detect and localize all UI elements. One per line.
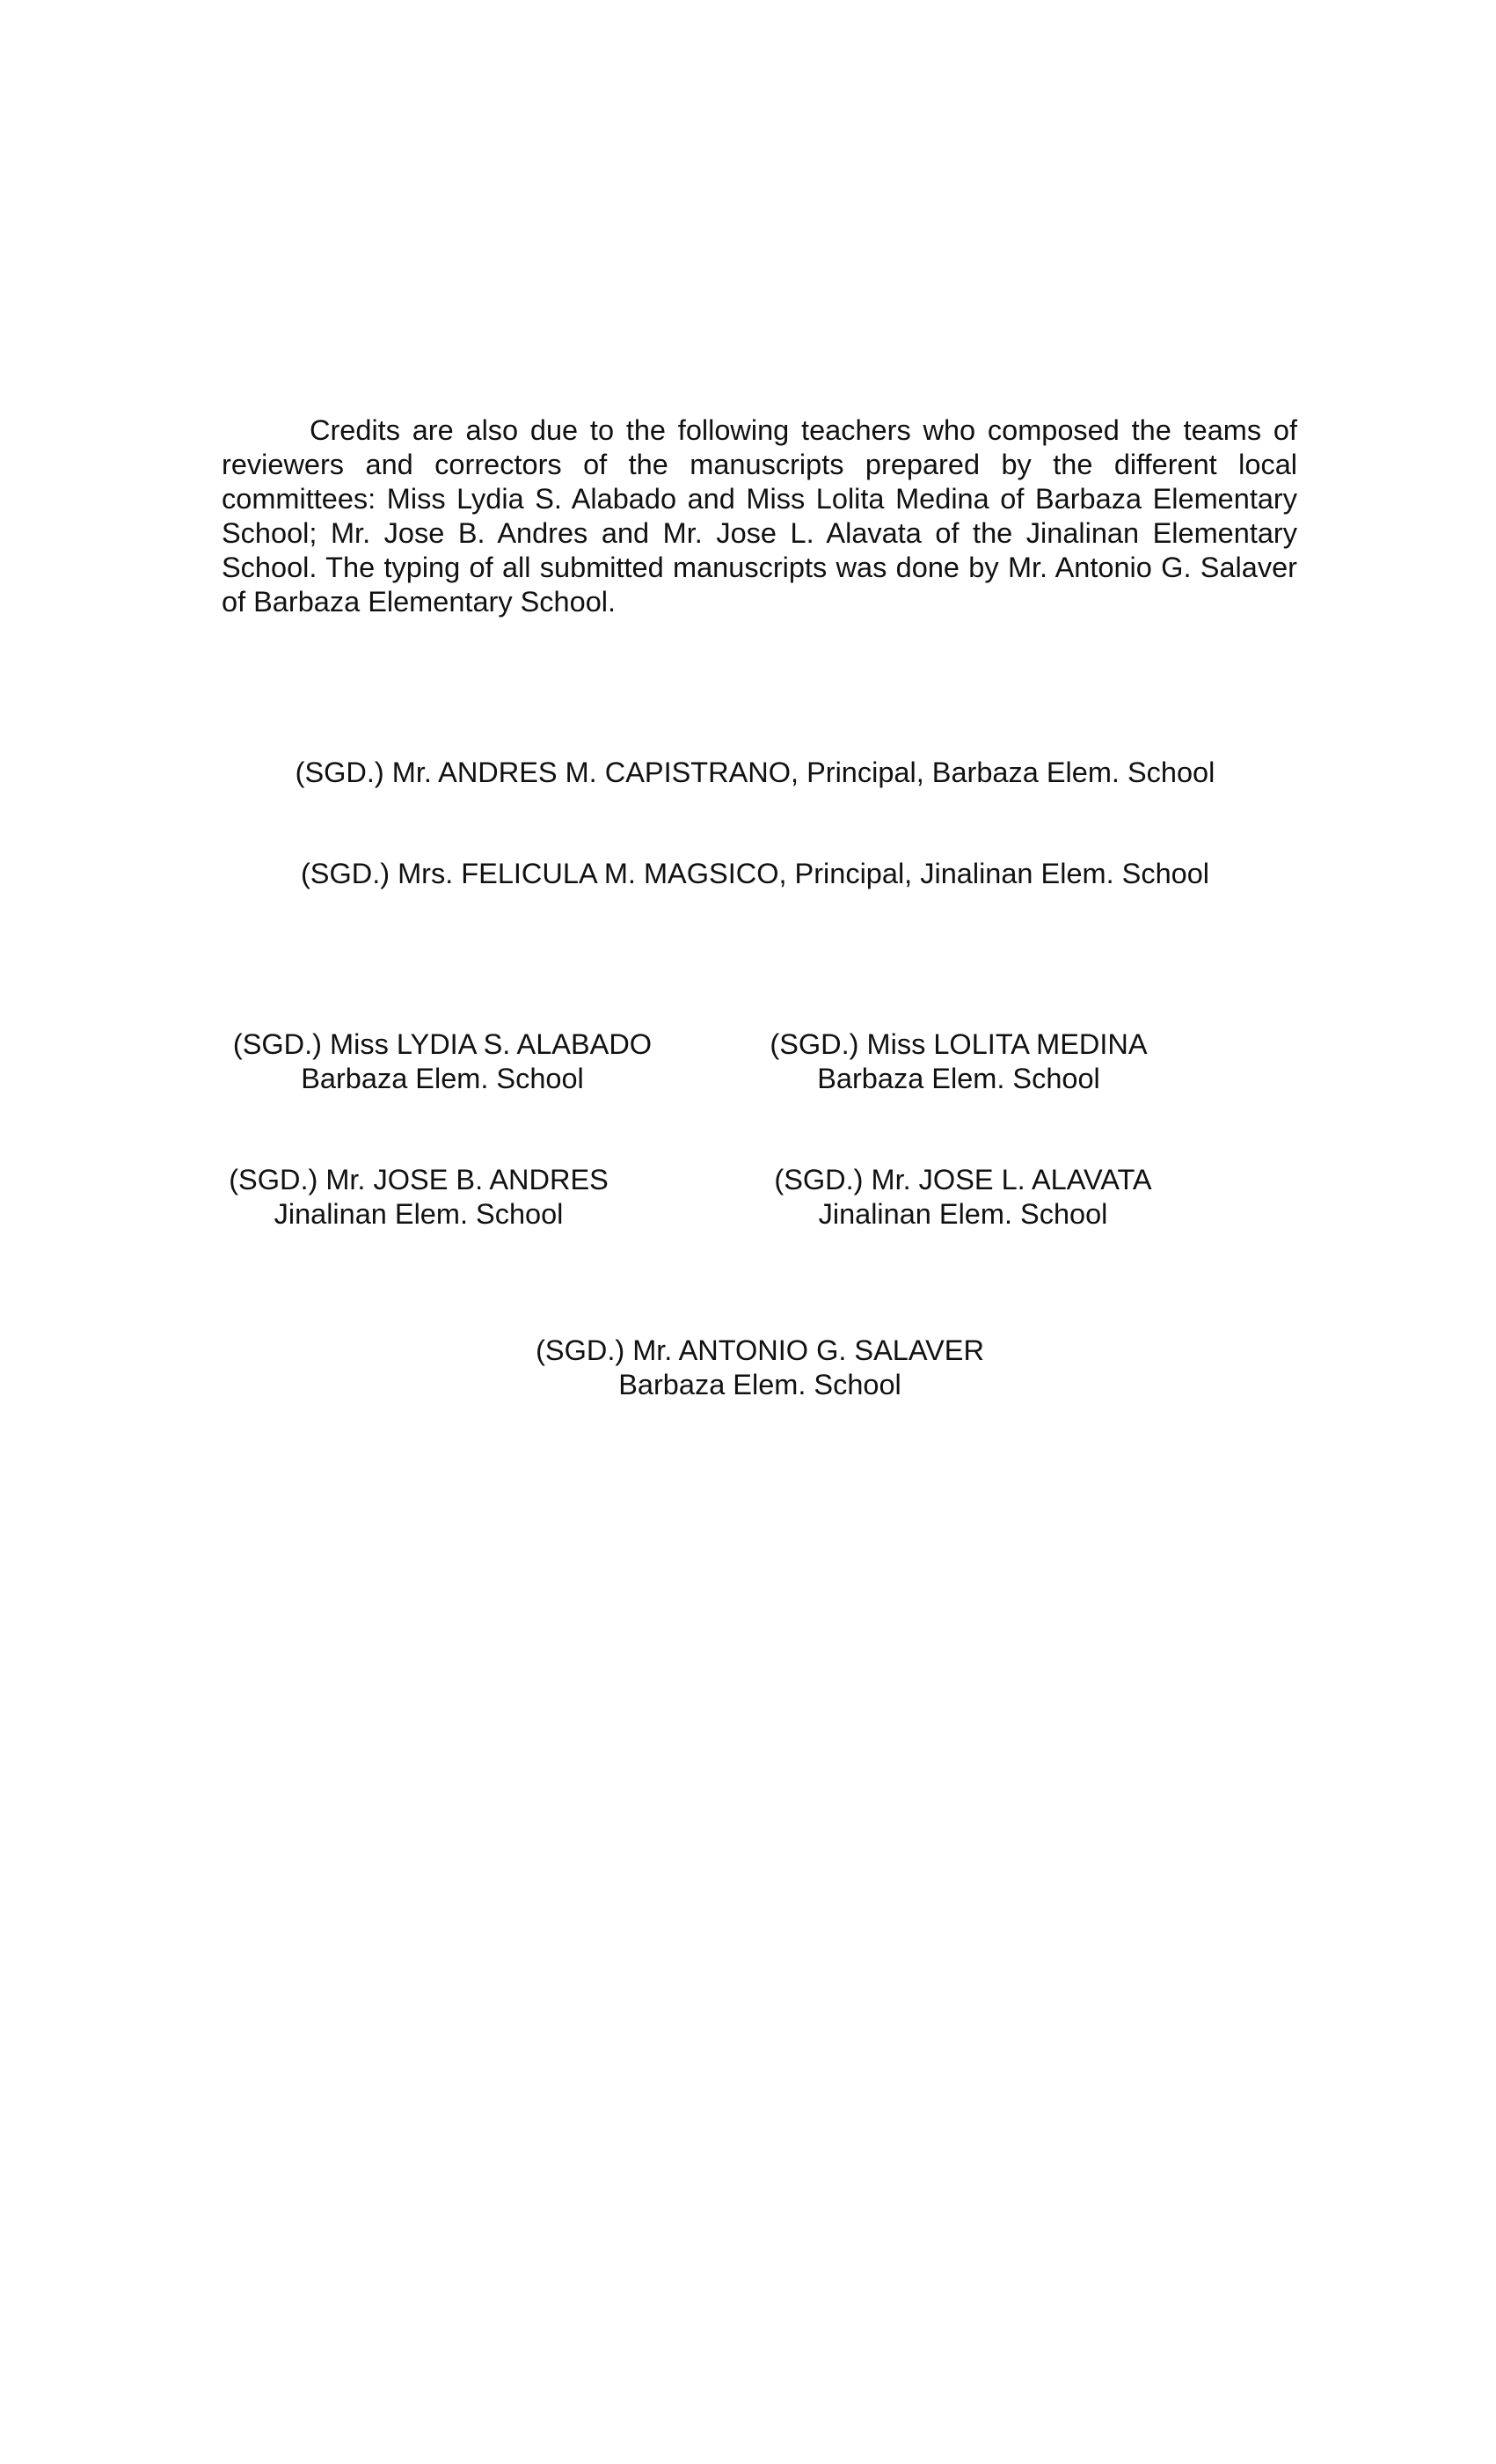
principal-signature-magsico: (SGD.) Mrs. FELICULA M. MAGSICO, Principal, Jinalinan Elem. School [300, 858, 1210, 889]
signatory-school: Barbaza Elem. School [301, 1063, 584, 1094]
signature-block-alavata [752, 1163, 1174, 1232]
credits-paragraph: Credits are also due to the following teachers who composed the teams of reviewers and correctors of the manuscripts prepared by the different local committees: Miss Lydia S. Alabado and Miss Lolita Medina of Barbaza Elementary School; Mr. Jose B. Andres and Mr. Jose L. Alavata of the Jinalinan Elementary School. The typing of all submitted manuscripts was done by Mr. Antonio G. Salaver of Barbaza Elementary School. [222, 414, 1297, 618]
signatory-school: Jinalinan Elem. School [818, 1198, 1108, 1230]
signature-block-andres [218, 1163, 619, 1232]
signature-block-alabado [218, 1027, 667, 1096]
signatory-name: (SGD.) Mr. JOSE B. ANDRES [229, 1164, 609, 1195]
principal-signature-capistrano: (SGD.) Mr. ANDRES M. CAPISTRANO, Principal, Barbaza Elem. School [295, 757, 1215, 788]
signatory-name: (SGD.) Mr. JOSE L. ALAVATA [774, 1164, 1152, 1195]
signatory-school: Jinalinan Elem. School [274, 1198, 564, 1230]
signatory-school: Barbaza Elem. School [618, 1369, 901, 1400]
signature-block-medina [752, 1027, 1165, 1096]
signature-block-salaver [524, 1334, 996, 1402]
signatory-name: (SGD.) Miss LOLITA MEDINA [770, 1028, 1148, 1060]
signatory-name: (SGD.) Mr. ANTONIO G. SALAVER [536, 1334, 984, 1366]
signatory-name: (SGD.) Miss LYDIA S. ALABADO [232, 1028, 653, 1060]
signatory-school: Barbaza Elem. School [817, 1063, 1100, 1094]
